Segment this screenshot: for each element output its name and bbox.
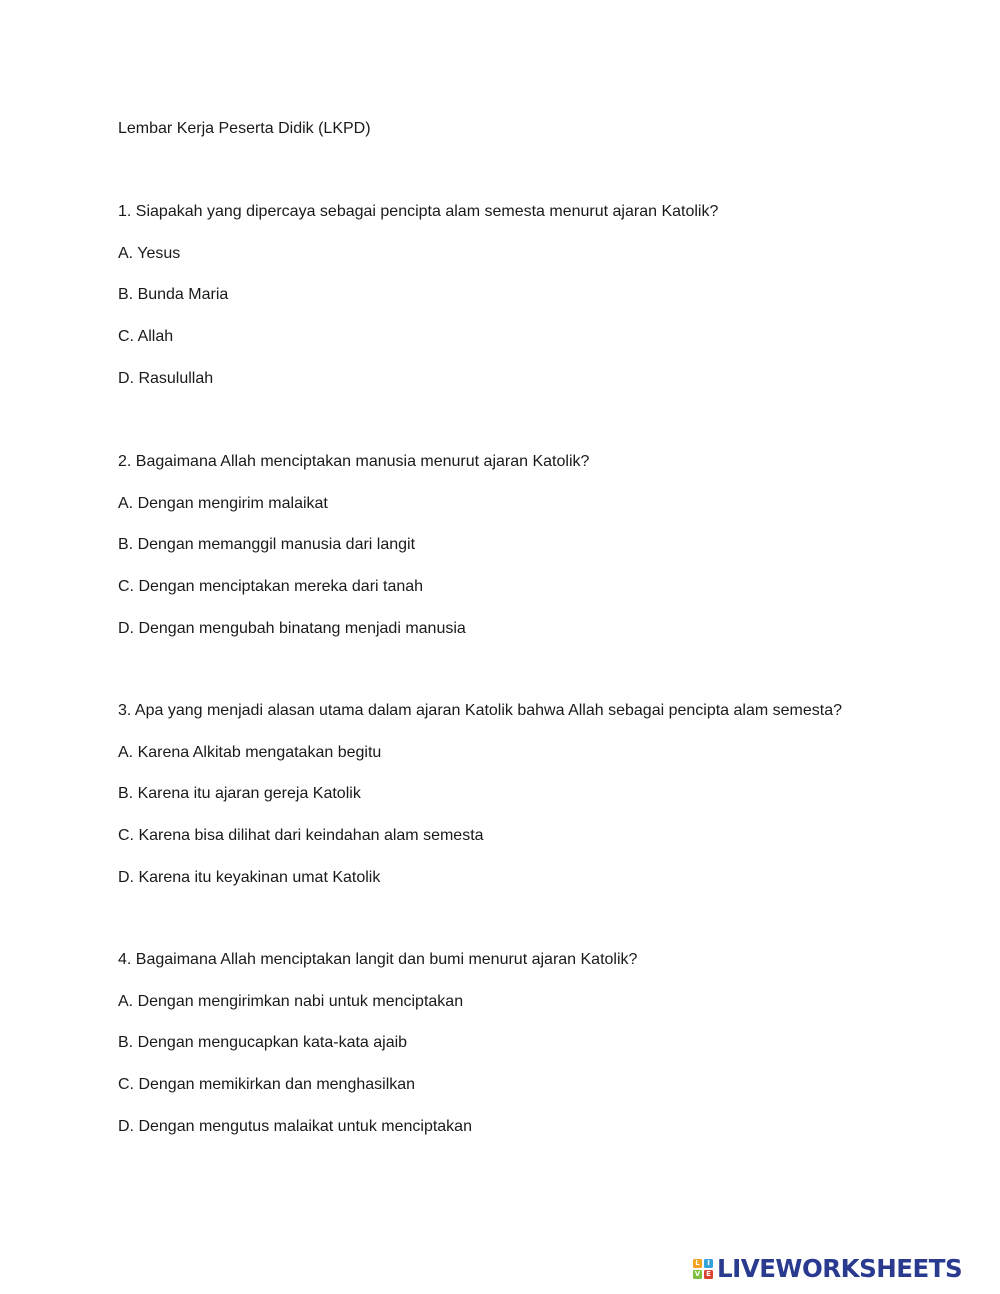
question-3 bbox=[118, 701, 978, 888]
option-c: C. Dengan memikirkan dan menghasilkan bbox=[118, 1076, 416, 1094]
option-c: C. Dengan menciptakan mereka dari tanah bbox=[118, 578, 424, 596]
option-b: B. Bunda Maria bbox=[118, 286, 229, 304]
question-text: 3. Apa yang menjadi alasan utama dalam ajaran Katolik bahwa Allah sebagai pencipta alam semesta? bbox=[118, 702, 843, 719]
option-d: D. Dengan mengutus malaikat untuk menciptakan bbox=[118, 1117, 472, 1135]
option-b: B. Karena itu ajaran gereja Katolik bbox=[118, 785, 361, 803]
option-b: B. Dengan mengucapkan kata-kata ajaib bbox=[118, 1034, 408, 1052]
option-d: D. Karena itu keyakinan umat Katolik bbox=[118, 868, 381, 886]
option-list bbox=[118, 494, 978, 639]
option-a: A. Yesus bbox=[118, 244, 181, 262]
option-a: A. Dengan mengirimkan nabi untuk menciptakan bbox=[118, 992, 464, 1010]
question-text: 4. Bagaimana Allah menciptakan langit dan bumi menurut ajaran Katolik? bbox=[118, 951, 638, 968]
logo-wordmark: LIVEWORKSHEETS bbox=[717, 1254, 963, 1283]
option-b: B. Dengan memanggil manusia dari langit bbox=[118, 536, 416, 554]
option-list bbox=[118, 992, 978, 1137]
document-title: Lembar Kerja Peserta Didik (LKPD) bbox=[118, 120, 371, 137]
option-a: A. Karena Alkitab mengatakan begitu bbox=[118, 743, 382, 761]
option-d: D. Rasulullah bbox=[118, 369, 214, 387]
question-4 bbox=[118, 950, 978, 1137]
option-a: A. Dengan mengirim malaikat bbox=[118, 494, 328, 512]
logo-letter: E bbox=[704, 1270, 713, 1279]
option-c: C. Allah bbox=[118, 328, 174, 346]
question-text: 2. Bagaimana Allah menciptakan manusia menurut ajaran Katolik? bbox=[118, 453, 590, 470]
liveworksheets-logo[interactable] bbox=[693, 1254, 962, 1284]
liveworksheets-logo-icon bbox=[693, 1259, 713, 1279]
option-d: D. Dengan mengubah binatang menjadi manusia bbox=[118, 619, 466, 637]
logo-letter: I bbox=[704, 1259, 713, 1268]
question-2 bbox=[118, 452, 978, 639]
logo-letter: V bbox=[694, 1270, 701, 1278]
option-list bbox=[118, 743, 978, 888]
question-text: 1. Siapakah yang dipercaya sebagai pencipta alam semesta menurut ajaran Katolik? bbox=[118, 203, 719, 220]
logo-letter: L bbox=[693, 1259, 702, 1268]
option-list bbox=[118, 244, 978, 389]
question-1 bbox=[118, 202, 978, 389]
option-c: C. Karena bisa dilihat dari keindahan alam semesta bbox=[118, 827, 484, 845]
